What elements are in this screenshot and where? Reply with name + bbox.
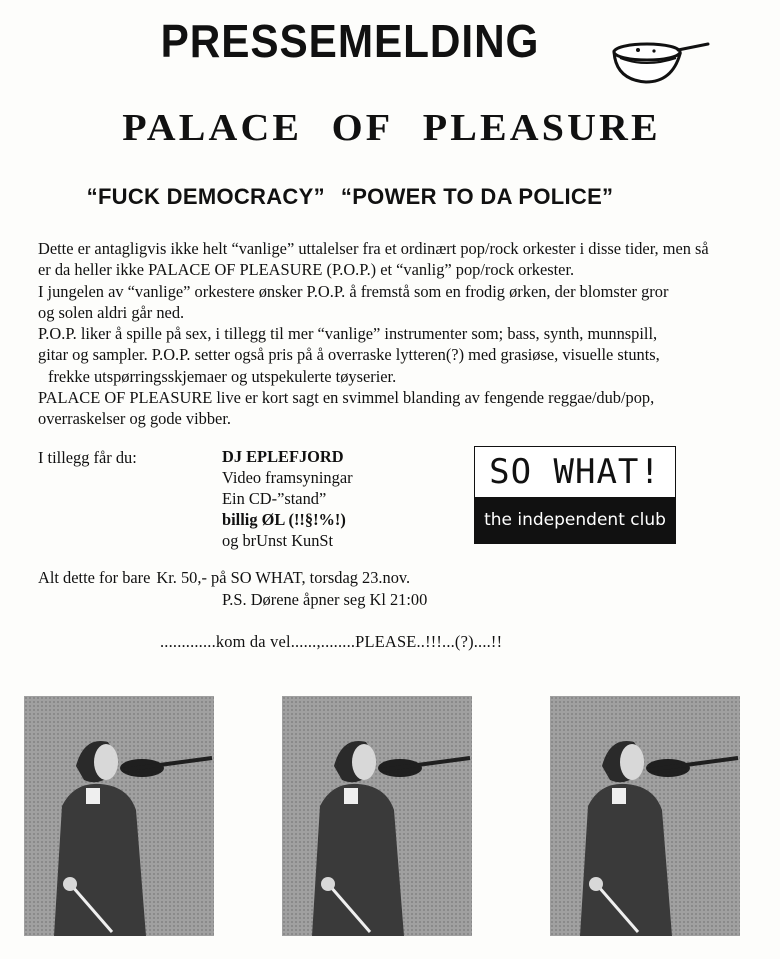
price-details: Kr. 50,- på SO WHAT, torsdag 23.nov. (156, 568, 411, 587)
body-line: P.O.P. liker å spille på sex, i tillegg til mer “vanlige” instrumenter som; bass, synth, munnspill, (38, 324, 658, 344)
violinist-photo (24, 696, 214, 936)
logo-subtitle: the independent club (475, 497, 675, 543)
body-line: overraskelser og gode vibber. (38, 409, 231, 429)
extras-item: og brUnst KunSt (222, 531, 334, 550)
band-name-word: OF (331, 107, 394, 149)
slogan: “FUCK DEMOCRACY” (86, 184, 325, 209)
plea-line: .............kom da vel......,........PLEASE..!!!...(?)....!! (160, 632, 503, 651)
price-line (38, 568, 410, 588)
extras-item: DJ EPLEFJORD (222, 447, 344, 466)
violinist-photo (282, 696, 472, 936)
extras-item: Video framsyningar (222, 468, 353, 487)
so-what-logo (474, 446, 676, 544)
bowl-icon (608, 36, 712, 88)
extras-item: billig ØL (!!§!%!) (222, 510, 346, 529)
logo-title: SO WHAT! (489, 452, 661, 492)
slogan: “POWER TO DA POLICE” (340, 184, 614, 209)
band-name (0, 106, 780, 150)
body-line: er da heller ikke PALACE OF PLEASURE (P.O.P.) et “vanlig” pop/rock orkester. (38, 260, 575, 280)
body-line: frekke utspørringsskjemaer og utspekulerte tøyserier. (48, 366, 397, 386)
band-name-word: PLEASURE (422, 107, 661, 149)
violinist-photo (550, 696, 740, 936)
band-name-word: PALACE (122, 107, 303, 149)
body-line: PALACE OF PLEASURE live er kort sagt en svimmel blanding av fengende reggae/dub/pop, (38, 388, 655, 408)
doors-note: P.S. Dørene åpner seg Kl 21:00 (222, 590, 428, 609)
body-line: gitar og sampler. P.O.P. setter også pris på å overraske lytteren(?) med grasiøse, visuelle stunts, (38, 345, 660, 365)
page-title: PRESSEMELDING (160, 15, 540, 67)
body-line: og solen aldri går ned. (38, 302, 185, 322)
slogans (0, 184, 700, 210)
press-body (38, 238, 752, 430)
extras-label: I tillegg får du: (38, 448, 137, 467)
extras-item: Ein CD-”stand” (222, 489, 327, 508)
price-prefix: Alt dette for bare (38, 568, 151, 587)
body-line: Dette er antagligvis ikke helt “vanlige” uttalelser fra et ordinært pop/rock orkester i disse tider, men så (38, 239, 709, 258)
body-line: I jungelen av “vanlige” orkestere ønsker P.O.P. å fremstå som en frodig ørken, der blomster gror (38, 281, 669, 301)
extras-list (222, 446, 353, 551)
